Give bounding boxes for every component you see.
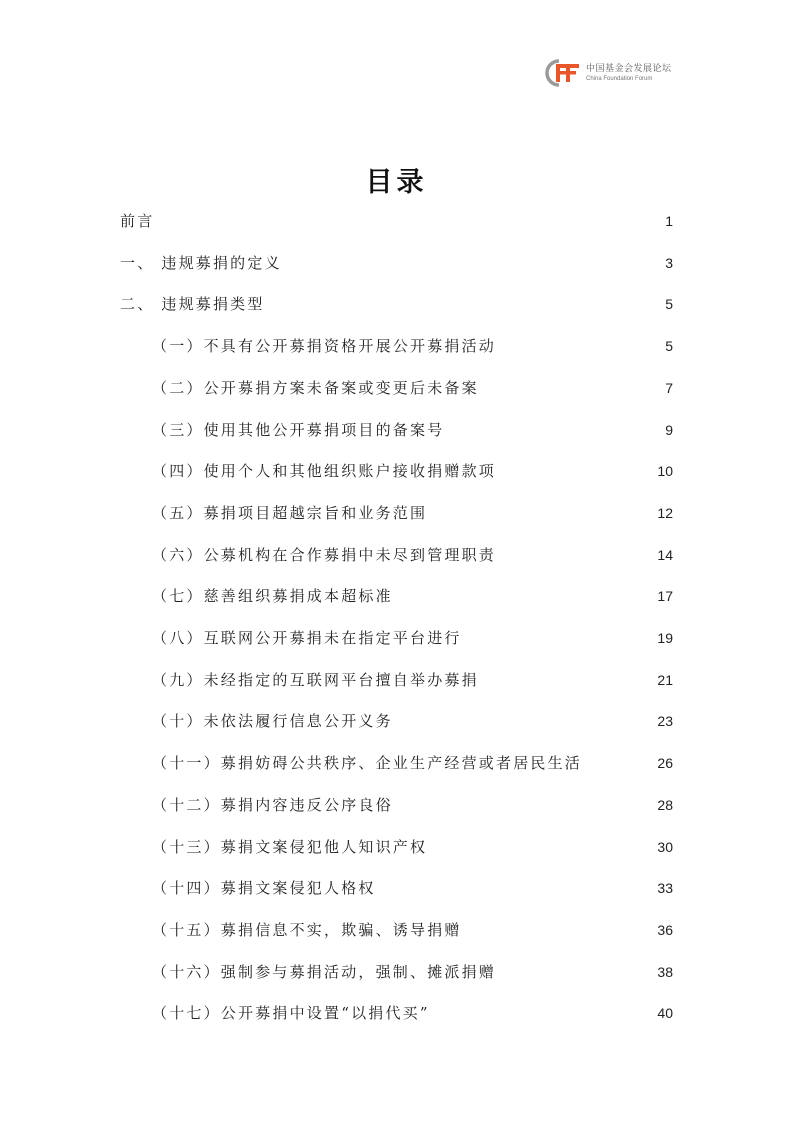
toc-entry[interactable] bbox=[0, 209, 793, 233]
forum-logo-name-cn: 中国基金会发展论坛 bbox=[586, 63, 672, 74]
toc-entry[interactable] bbox=[0, 751, 793, 775]
toc-entry[interactable] bbox=[0, 835, 793, 859]
toc-entry-label: 前言 bbox=[120, 212, 155, 230]
toc-entry[interactable] bbox=[0, 626, 793, 650]
toc-entry-page-number: 10 bbox=[657, 463, 673, 479]
toc-entry-page-number: 28 bbox=[657, 797, 673, 813]
toc-entry-page-number: 1 bbox=[665, 213, 673, 229]
forum-logo bbox=[544, 58, 672, 88]
toc-entry-page-number: 38 bbox=[657, 964, 673, 980]
toc-entry-label: （三）使用其他公开募捐项目的备案号 bbox=[152, 421, 445, 439]
toc-entry-label: （四）使用个人和其他组织账户接收捐赠款项 bbox=[152, 462, 497, 480]
toc-entry-page-number: 5 bbox=[665, 338, 673, 354]
toc-entry-page-number: 23 bbox=[657, 713, 673, 729]
toc-entry[interactable] bbox=[0, 876, 793, 900]
forum-logo-text bbox=[586, 65, 672, 82]
toc-entry-label: （十）未依法履行信息公开义务 bbox=[152, 712, 393, 730]
toc-entry-label: （二）公开募捐方案未备案或变更后未备案 bbox=[152, 379, 479, 397]
toc-entry-label: （十六）强制参与募捐活动，强制、摊派捐赠 bbox=[152, 963, 497, 981]
toc-entry[interactable] bbox=[0, 376, 793, 400]
toc-entry[interactable] bbox=[0, 543, 793, 567]
toc-entry[interactable] bbox=[0, 418, 793, 442]
toc-entry-label: 二、 违规募捐类型 bbox=[120, 295, 265, 313]
toc-entry[interactable] bbox=[0, 459, 793, 483]
toc-entry-label: （十七）公开募捐中设置“以捐代买” bbox=[152, 1004, 430, 1022]
toc-entry-page-number: 40 bbox=[657, 1005, 673, 1021]
toc-entry-label: （一）不具有公开募捐资格开展公开募捐活动 bbox=[152, 337, 497, 355]
toc-entry[interactable] bbox=[0, 334, 793, 358]
toc-entry[interactable] bbox=[0, 292, 793, 316]
toc-entry-page-number: 3 bbox=[665, 255, 673, 271]
toc-entry-page-number: 26 bbox=[657, 755, 673, 771]
toc-entry-page-number: 19 bbox=[657, 630, 673, 646]
toc-entry-label: （六）公募机构在合作募捐中未尽到管理职责 bbox=[152, 546, 497, 564]
toc-entry[interactable] bbox=[0, 960, 793, 984]
toc-entry-page-number: 14 bbox=[657, 547, 673, 563]
toc-entry-label: （九）未经指定的互联网平台擅自举办募捐 bbox=[152, 671, 479, 689]
toc-entry-page-number: 7 bbox=[665, 380, 673, 396]
toc-entry-label: （八）互联网公开募捐未在指定平台进行 bbox=[152, 629, 462, 647]
toc-entry-page-number: 12 bbox=[657, 505, 673, 521]
forum-logo-name-en: China Foundation Forum bbox=[586, 75, 653, 82]
toc-entry-page-number: 21 bbox=[657, 672, 673, 688]
toc-entry[interactable] bbox=[0, 501, 793, 525]
toc-entry[interactable] bbox=[0, 668, 793, 692]
toc-entry[interactable] bbox=[0, 918, 793, 942]
toc-entry-page-number: 5 bbox=[665, 296, 673, 312]
toc-entry-page-number: 30 bbox=[657, 839, 673, 855]
toc-entry-page-number: 17 bbox=[657, 588, 673, 604]
toc-entry-label: （十四）募捐文案侵犯人格权 bbox=[152, 879, 376, 897]
toc-entry-page-number: 9 bbox=[665, 422, 673, 438]
toc-entry[interactable] bbox=[0, 251, 793, 275]
toc-entry-page-number: 36 bbox=[657, 922, 673, 938]
toc-entry[interactable] bbox=[0, 709, 793, 733]
toc-entry-page-number: 33 bbox=[657, 880, 673, 896]
toc-entry-label: 一、 违规募捐的定义 bbox=[120, 254, 282, 272]
toc-entry-label: （十二）募捐内容违反公序良俗 bbox=[152, 796, 393, 814]
toc-entry-label: （十一）募捐妨碍公共秩序、企业生产经营或者居民生活 bbox=[152, 754, 583, 772]
toc-entry-label: （五）募捐项目超越宗旨和业务范围 bbox=[152, 504, 428, 522]
toc-entry[interactable] bbox=[0, 584, 793, 608]
toc-entry-label: （七）慈善组织募捐成本超标准 bbox=[152, 587, 393, 605]
toc-entry-label: （十五）募捐信息不实，欺骗、诱导捐赠 bbox=[152, 921, 462, 939]
toc-entry[interactable] bbox=[0, 1001, 793, 1025]
toc-entry[interactable] bbox=[0, 793, 793, 817]
page-title: 目录 bbox=[365, 167, 428, 198]
toc-entry-label: （十三）募捐文案侵犯他人知识产权 bbox=[152, 838, 428, 856]
forum-logo-icon bbox=[544, 58, 582, 88]
